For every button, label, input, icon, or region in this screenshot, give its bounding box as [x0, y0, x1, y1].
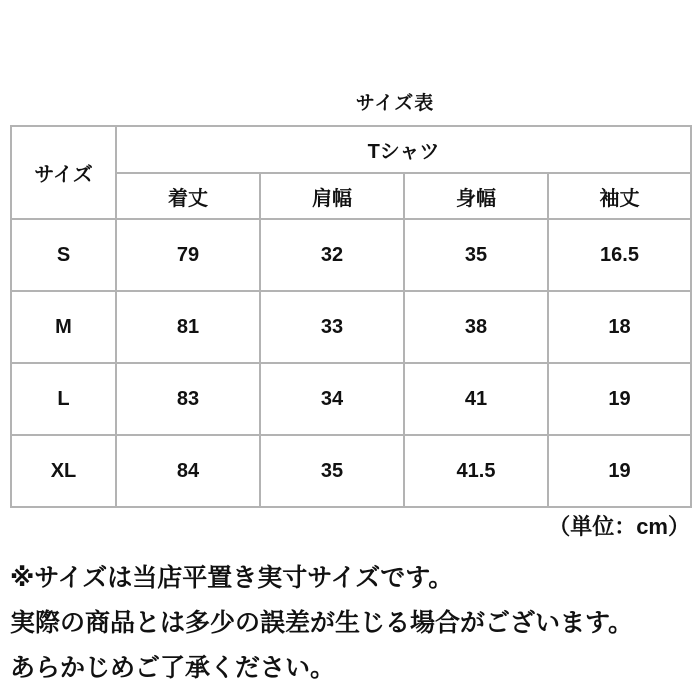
cell-m-body-width: 38 — [404, 291, 548, 363]
cell-s-shoulder-width: 32 — [260, 219, 404, 291]
cell-s-body-width: 35 — [404, 219, 548, 291]
table-row-m — [11, 291, 691, 363]
note-line-1: ※サイズは当店平置き実寸サイズです。 — [10, 564, 454, 592]
cell-xl-sleeve-length: 19 — [548, 435, 691, 507]
cell-l-shoulder-width: 34 — [260, 363, 404, 435]
size-table — [10, 125, 692, 508]
cell-m-shoulder-width: 33 — [260, 291, 404, 363]
cell-l-sleeve-length: 19 — [548, 363, 691, 435]
product-header: Tシャツ — [116, 126, 691, 173]
footer-notes — [10, 556, 700, 691]
size-label-s: S — [11, 219, 116, 291]
column-header-sleeve-length: 袖丈 — [548, 173, 691, 219]
size-column-header: サイズ — [11, 126, 116, 219]
page-title: サイズ表 — [355, 93, 435, 114]
size-label-m: M — [11, 291, 116, 363]
cell-m-sleeve-length: 18 — [548, 291, 691, 363]
unit-note: （単位：cm） — [548, 514, 690, 539]
size-label-l: L — [11, 363, 116, 435]
note-line-3: あらかじめご了承ください。 — [10, 654, 336, 682]
note-line-2: 実際の商品とは多少の誤差が生じる場合がございます。 — [10, 609, 634, 637]
table-row-s — [11, 219, 691, 291]
cell-xl-body-length: 84 — [116, 435, 260, 507]
cell-l-body-width: 41 — [404, 363, 548, 435]
cell-l-body-length: 83 — [116, 363, 260, 435]
cell-xl-shoulder-width: 35 — [260, 435, 404, 507]
cell-s-sleeve-length: 16.5 — [548, 219, 691, 291]
table-row-l — [11, 363, 691, 435]
column-header-body-width: 身幅 — [404, 173, 548, 219]
table-row-xl — [11, 435, 691, 507]
cell-m-body-length: 81 — [116, 291, 260, 363]
column-header-body-length: 着丈 — [116, 173, 260, 219]
cell-xl-body-width: 41.5 — [404, 435, 548, 507]
size-label-xl: XL — [11, 435, 116, 507]
cell-s-body-length: 79 — [116, 219, 260, 291]
column-header-shoulder-width: 肩幅 — [260, 173, 404, 219]
header-row-product — [11, 126, 691, 173]
